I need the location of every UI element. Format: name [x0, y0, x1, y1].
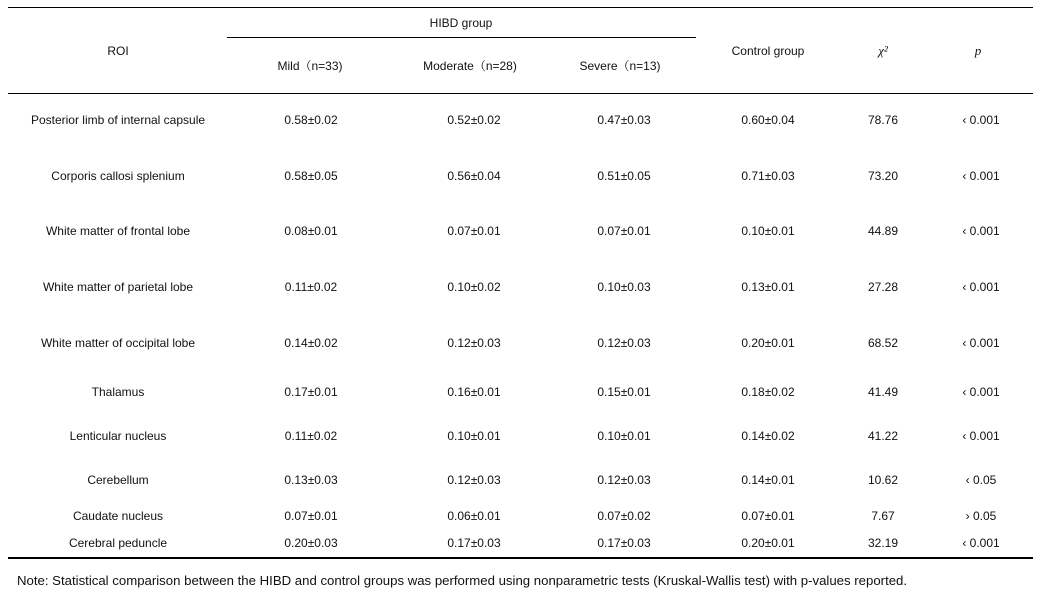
cell-mild: 0.13±0.03 — [284, 473, 338, 487]
cell-moderate: 0.12±0.03 — [447, 336, 501, 350]
cell-p: ‹ 0.001 — [962, 169, 1000, 183]
cell-p: ‹ 0.001 — [962, 113, 1000, 127]
cell-moderate: 0.17±0.03 — [447, 536, 501, 550]
cell-roi: White matter of frontal lobe — [45, 224, 191, 238]
cell-moderate: 0.07±0.01 — [447, 224, 501, 238]
cell-chi: 32.19 — [867, 536, 899, 550]
cell-moderate: 0.10±0.01 — [447, 429, 501, 443]
cell-control: 0.10±0.01 — [741, 224, 795, 238]
group-span-rule — [227, 37, 696, 38]
cell-severe: 0.17±0.03 — [597, 536, 651, 550]
cell-p: ‹ 0.001 — [962, 429, 1000, 443]
cell-chi: 27.28 — [867, 280, 899, 294]
cell-p: ‹ 0.001 — [962, 385, 1000, 399]
cell-roi: Cerebral peduncle — [68, 536, 168, 550]
cell-moderate: 0.52±0.02 — [447, 113, 501, 127]
cell-severe: 0.12±0.03 — [597, 336, 651, 350]
cell-severe: 0.07±0.01 — [597, 224, 651, 238]
cell-mild: 0.11±0.02 — [284, 429, 338, 443]
table-bottom-rule — [8, 557, 1033, 559]
header-roi: ROI — [107, 44, 129, 58]
header-mild: Mild（n=33) — [277, 59, 343, 73]
cell-mild: 0.58±0.05 — [284, 169, 338, 183]
cell-p: ‹ 0.05 — [965, 473, 997, 487]
cell-chi: 10.62 — [867, 473, 899, 487]
cell-control: 0.13±0.01 — [741, 280, 795, 294]
header-bottom-rule — [8, 93, 1033, 94]
cell-moderate: 0.10±0.02 — [447, 280, 501, 294]
cell-p: › 0.05 — [965, 509, 997, 523]
cell-roi: Caudate nucleus — [72, 509, 164, 523]
cell-control: 0.14±0.01 — [741, 473, 795, 487]
cell-moderate: 0.16±0.01 — [447, 385, 501, 399]
cell-control: 0.18±0.02 — [741, 385, 795, 399]
cell-roi: Posterior limb of internal capsule — [30, 113, 206, 127]
cell-severe: 0.07±0.02 — [597, 509, 651, 523]
cell-mild: 0.14±0.02 — [284, 336, 338, 350]
cell-roi: Lenticular nucleus — [69, 429, 167, 443]
cell-control: 0.14±0.02 — [741, 429, 795, 443]
cell-roi: White matter of occipital lobe — [40, 336, 196, 350]
cell-control: 0.60±0.04 — [741, 113, 795, 127]
cell-control: 0.07±0.01 — [741, 509, 795, 523]
cell-moderate: 0.56±0.04 — [447, 169, 501, 183]
cell-chi: 41.49 — [867, 385, 899, 399]
table-top-rule — [8, 7, 1033, 8]
cell-chi: 41.22 — [867, 429, 899, 443]
cell-control: 0.20±0.01 — [741, 536, 795, 550]
cell-mild: 0.08±0.01 — [284, 224, 338, 238]
cell-mild: 0.07±0.01 — [284, 509, 338, 523]
header-p-value: p — [974, 43, 982, 58]
header-hibd-group: HIBD group — [429, 16, 493, 30]
cell-chi: 78.76 — [867, 113, 899, 127]
cell-severe: 0.10±0.01 — [597, 429, 651, 443]
cell-severe: 0.12±0.03 — [597, 473, 651, 487]
cell-roi: Corporis callosi splenium — [51, 169, 185, 183]
cell-control: 0.20±0.01 — [741, 336, 795, 350]
cell-roi: Cerebellum — [87, 473, 149, 487]
cell-p: ‹ 0.001 — [962, 536, 1000, 550]
cell-chi: 44.89 — [867, 224, 899, 238]
header-control: Control group — [731, 44, 805, 58]
cell-p: ‹ 0.001 — [962, 280, 1000, 294]
cell-chi: 68.52 — [867, 336, 899, 350]
cell-control: 0.71±0.03 — [741, 169, 795, 183]
cell-chi: 73.20 — [867, 169, 899, 183]
cell-mild: 0.58±0.02 — [284, 113, 338, 127]
cell-severe: 0.15±0.01 — [597, 385, 651, 399]
cell-chi: 7.67 — [871, 509, 895, 523]
cell-moderate: 0.12±0.03 — [447, 473, 501, 487]
cell-p: ‹ 0.001 — [962, 336, 1000, 350]
cell-roi: Thalamus — [91, 385, 145, 399]
table-note: Note: Statistical comparison between the HIBD and control groups was performed using nonparametric tests (Kruskal-Wallis test) with p-values reported. — [17, 573, 908, 588]
cell-p: ‹ 0.001 — [962, 224, 1000, 238]
cell-moderate: 0.06±0.01 — [447, 509, 501, 523]
header-moderate: Moderate（n=28) — [423, 59, 517, 73]
header-chi-square: χ² — [878, 43, 888, 58]
header-severe: Severe（n=13) — [579, 59, 661, 73]
cell-mild: 0.17±0.01 — [284, 385, 338, 399]
cell-mild: 0.20±0.03 — [284, 536, 338, 550]
cell-mild: 0.11±0.02 — [284, 280, 338, 294]
cell-severe: 0.10±0.03 — [597, 280, 651, 294]
cell-roi: White matter of parietal lobe — [42, 280, 194, 294]
cell-severe: 0.47±0.03 — [597, 113, 651, 127]
cell-severe: 0.51±0.05 — [597, 169, 651, 183]
